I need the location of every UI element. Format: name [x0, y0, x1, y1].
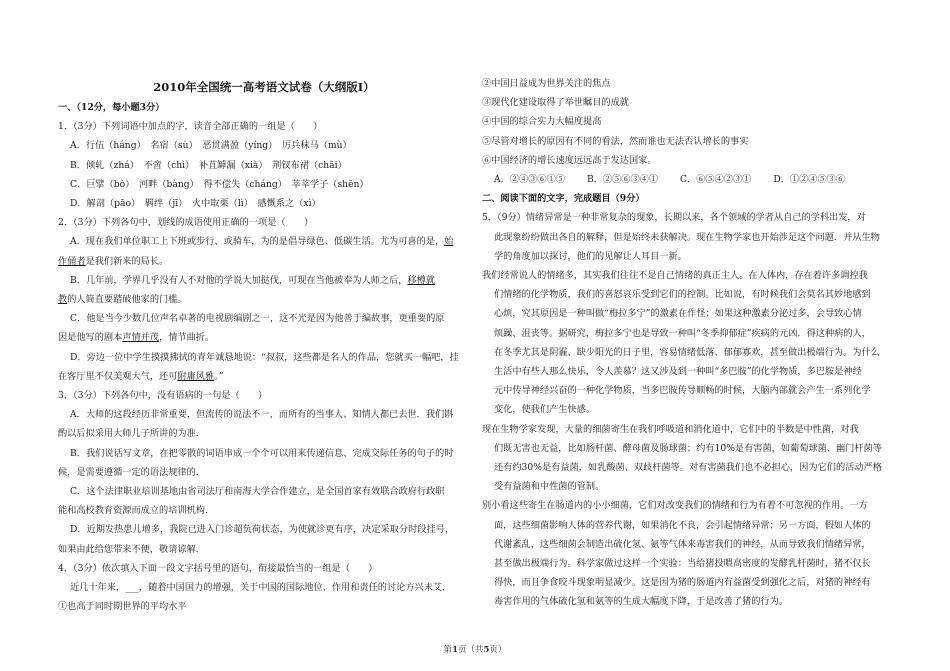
q2-c-text: 因是他写的剧本 — [58, 332, 123, 344]
exam-title: 2010年全国统一高考语文试卷（大纲版Ⅰ） — [153, 80, 375, 94]
q1-stem: 1．（3分）下列词语中加点的字，读音全部正确的一组是（ ） — [58, 121, 323, 133]
q5-line-3: 学的角度加以探讨，他们的见解让人耳目一新。 — [494, 250, 687, 262]
q4-item-1: ①也高于同时期世界的平均水平 — [58, 601, 187, 613]
q5-p3-line-1: 现在生物学家发现，大量的细菌寄生在我们呼吸道和消化道中，它们中的半数是中性菌，对我 — [482, 423, 859, 435]
q3-option-c-line2: 能和高校教育资源而成立的培训机构． — [58, 505, 215, 517]
q2-d-text: 在客厅里不仅美观大气，还可 — [58, 370, 178, 382]
q2-b-underline-2: 教 — [58, 294, 68, 306]
q5-p2-line-4: 烦躁、沮丧等。据研究，梅拉多宁也是导致一种叫“冬季抑郁症”疾病的元凶．得这种病的人， — [494, 327, 871, 339]
q2-d-underline: 附庸风雅 — [177, 370, 215, 382]
q5-line-1: 5．（9分）情绪异常是一种非常复杂的现象，长期以来，各个领域的学者从自己的学科出发，对 — [482, 212, 866, 224]
q3-option-b-line2: 候，是需要遵循一定的语法规律的． — [58, 466, 205, 478]
q4-item-6: ⑥中国经济的增长速度远远高于发达国家。 — [482, 154, 657, 166]
q2-a-underline-2: 作俑者 — [58, 255, 86, 267]
q2-option-d-line1: D．旁边一位中学生摸摸拂拭的青年诚恳地说：“叔叔，这些都是名人的作品，您就买一幅吧，挂 — [70, 351, 459, 363]
q5-p3-line-4: 受有益菌和中性菌的管制。 — [494, 481, 605, 493]
q5-p4-line-2: 面，这些细菌影响人体的营养代谢，如果消化不良，会引起情绪异常；另一方面，假如人体的 — [494, 519, 871, 531]
q3-option-c-line1: C．这个法律职业培训基地由省司法厅和南海大学合作建立，是全国首家有效联合政府行政职 — [70, 486, 445, 498]
q4-option-a: A．②④③⑥①⑤ — [494, 174, 565, 186]
q5-p2-line-6: 生活中有些人那么快乐，令人羡慕？这又涉及到一种叫“多巴胺”的化学物质，多巴胺是神经 — [494, 366, 862, 378]
q5-p4-line-6: 毒害作用的气体硫化氢和氨等的生成大幅度下降，于是改善了猪的行为。 — [494, 596, 788, 608]
q5-p2-line-8: 变化，使我们产生快感。 — [494, 404, 596, 416]
q4-item-3: ③现代化建设取得了举世瞩目的成就 — [482, 97, 629, 109]
q4-item-4: ④中国的综合实力大幅度提高 — [482, 116, 602, 128]
q2-a-text-2: 是我们新来的局长。 — [85, 255, 169, 267]
q4-item-2: ②中国日益成为世界关注的焦点 — [482, 78, 611, 89]
q5-p2-line-2: 们情绪的化学物质，我们的喜怒哀乐受到它们的控制。比如说，有时候我们会莫名其妙地感到 — [494, 289, 871, 301]
q1-option-a: A．行伍（háng） 名宿（sù） 恶贯满盈（yíng） 厉兵秣马（mù） — [70, 140, 352, 152]
q5-p2-line-3: 心烦，究其原因是一种叫做“梅拉多宁”的激素在作怪；如果这种激素分泌过多，会导致心情 — [494, 308, 862, 320]
q5-p3-line-2: 们既无害也无益，比如肠杆菌、酵母菌及肠球菌；约有10%是有害菌，如葡萄球菌、幽门杆菌等 — [494, 442, 882, 454]
q2-c-underline: 声情并茂 — [122, 332, 160, 344]
q3-option-b-line1: B．我们说话写文章，在把零散的词语串成一个个可以用来传递信息、完成交际任务的句子的时 — [70, 447, 454, 459]
q5-p4-line-4: 甚至做出极端行为。科学家做过这样一个实验：当给猪投喂高密度的发酵乳杆菌时，猪不仅长 — [494, 558, 871, 570]
q5-p4-line-3: 代谢紊乱，这些细菌会制造出硫化氢、氨等气体来毒害我们的神经，从而导致我们情绪异常， — [494, 538, 871, 550]
q4-option-b: B．②⑤⑥③④① — [586, 174, 659, 186]
q4-options — [482, 170, 894, 189]
q3-option-a-line2: 酌以后拟采用大师儿子所讲的为准． — [58, 428, 205, 440]
q2-a-underline: 始 — [444, 236, 454, 248]
q5-p3-line-3: 还有约30%是有益菌，如乳酸菌、双歧杆菌等。对有害菌我们也不必担心，因为它们的活动严格 — [494, 462, 882, 474]
left-column — [58, 74, 470, 616]
footer-page-number: 1 — [452, 645, 458, 655]
q2-b-text-2: 的人简直要踏破他家的门槛。 — [67, 294, 187, 306]
q5-p2-line-7: 元中传导神经兴奋的一种化学物质，当多巴胺传导顺畅的时候，大脑内部就会产生一系列化学 — [494, 385, 871, 397]
footer-mid: 页（共 — [457, 645, 484, 655]
footer-post: 页） — [489, 645, 507, 655]
q2-stem: 2．（3分）下列各句中，划线的成语使用正确的一项是（ ） — [58, 217, 314, 229]
q3-option-d-line1: D．近期发热患儿增多，我院已进入门诊超负荷状态，为使就诊更有序，决定采取分时段挂号， — [70, 524, 455, 536]
q2-option-b-line1 — [58, 271, 470, 290]
q4-option-d: D．①②④⑤③⑥ — [773, 174, 846, 186]
footer-page-total: 5 — [483, 645, 490, 655]
q2-option-c-line1: C．他是当今少数几位声名卓著的电视剧编剧之一，这不光是因为他善于编故事，更重要的原 — [70, 313, 445, 325]
q5-p4-line-1: 别小看这些寄生在肠道内的小小细菌，它们对改变我们的情绪和行为有着不可忽视的作用。一方 — [482, 500, 868, 512]
q2-option-c-line2 — [58, 328, 470, 347]
q5-p2-line-5: 在冬季尤其是阴霾、缺少阳光的日子里，容易情绪低落、郁郁寡欢，甚至做出极端行为。为什么 — [494, 346, 880, 358]
footer-pre: 第 — [443, 645, 453, 655]
q4-stem: 4．（3分）依次填入下面一段文字括号里的语句，衔接最恰当的一组是（ ） — [58, 562, 378, 574]
q2-option-d-line2 — [58, 367, 470, 386]
q2-option-a-line2 — [58, 252, 470, 271]
q3-stem: 3．（3分）下列各句中，没有语病的一句是（ ） — [58, 390, 268, 402]
q1-option-b: B．倾轧（zhá） 不啻（chì） 补苴罅漏（xià） 荆钗布裙（chāi） — [70, 159, 347, 171]
q2-option-a-line1 — [58, 232, 470, 251]
q2-d-text-2: 。” — [214, 370, 224, 382]
page-footer — [0, 643, 950, 655]
q5-line-2: 此现象纷纷做出各自的解释，但是始终未获解决。现在生物学家也开始涉足这个问题．并从生物 — [494, 231, 880, 243]
q4-text: 近几十年来，___，随着中国国力的增强，关于中国的国际地位、作用和责任的讨论方兴未艾． — [70, 582, 452, 594]
q2-b-text: B．几年前，学界几乎没有人不对他的学说大加挞伐，可现在当他被奉为人师之后， — [70, 274, 408, 286]
q5-p2-line-1: 我们经常说人的情绪多，其实我们往往不是自己情绪的真正主人。在人体内，存在着许多调控我 — [482, 270, 868, 282]
q5-p4-line-5: 得快，而且争食咬斗现象明显减少。这是因为猪的肠道内有益菌受到强化之后，对猪的神经有 — [494, 577, 871, 589]
q2-c-text-2: ，情节曲折。 — [159, 332, 215, 344]
q4-option-c: C．⑥⑤④②③① — [680, 174, 752, 186]
section-1-heading: 一、（12分，每小题3分） — [58, 102, 165, 113]
q3-option-d-line2: 如果由此给您带来不便，敬请谅解． — [58, 543, 205, 555]
q1-option-c: C．巨擘（bò） 河畔（bàng） 得不偿失（cháng） 莘莘学子（shēn） — [70, 178, 369, 190]
q3-option-a-line1: A．大师的这段经历非常重要，但流传的说法不一，而所有的当事人、知情人都已去世．我们斟 — [70, 409, 454, 421]
q2-option-b-line2 — [58, 290, 470, 309]
right-column — [482, 74, 894, 612]
q1-option-d: D．解剖（pāo） 羁绊（jī） 火中取栗（lì） 感慨系之（xì） — [70, 198, 321, 210]
section-2-heading: 二、阅读下面的文字，完成题目（9分） — [482, 193, 645, 205]
q2-a-text: A．现在我们单位职工上下班或步行、或骑车，为的是倡导绿色、低碳生活。尤为可喜的是， — [70, 236, 445, 248]
q2-b-underline: 移樽就 — [407, 274, 436, 286]
q4-item-5: ⑤尽管对增长的原因有不同的看法，然而谁也无法否认增长的事实 — [482, 135, 749, 147]
